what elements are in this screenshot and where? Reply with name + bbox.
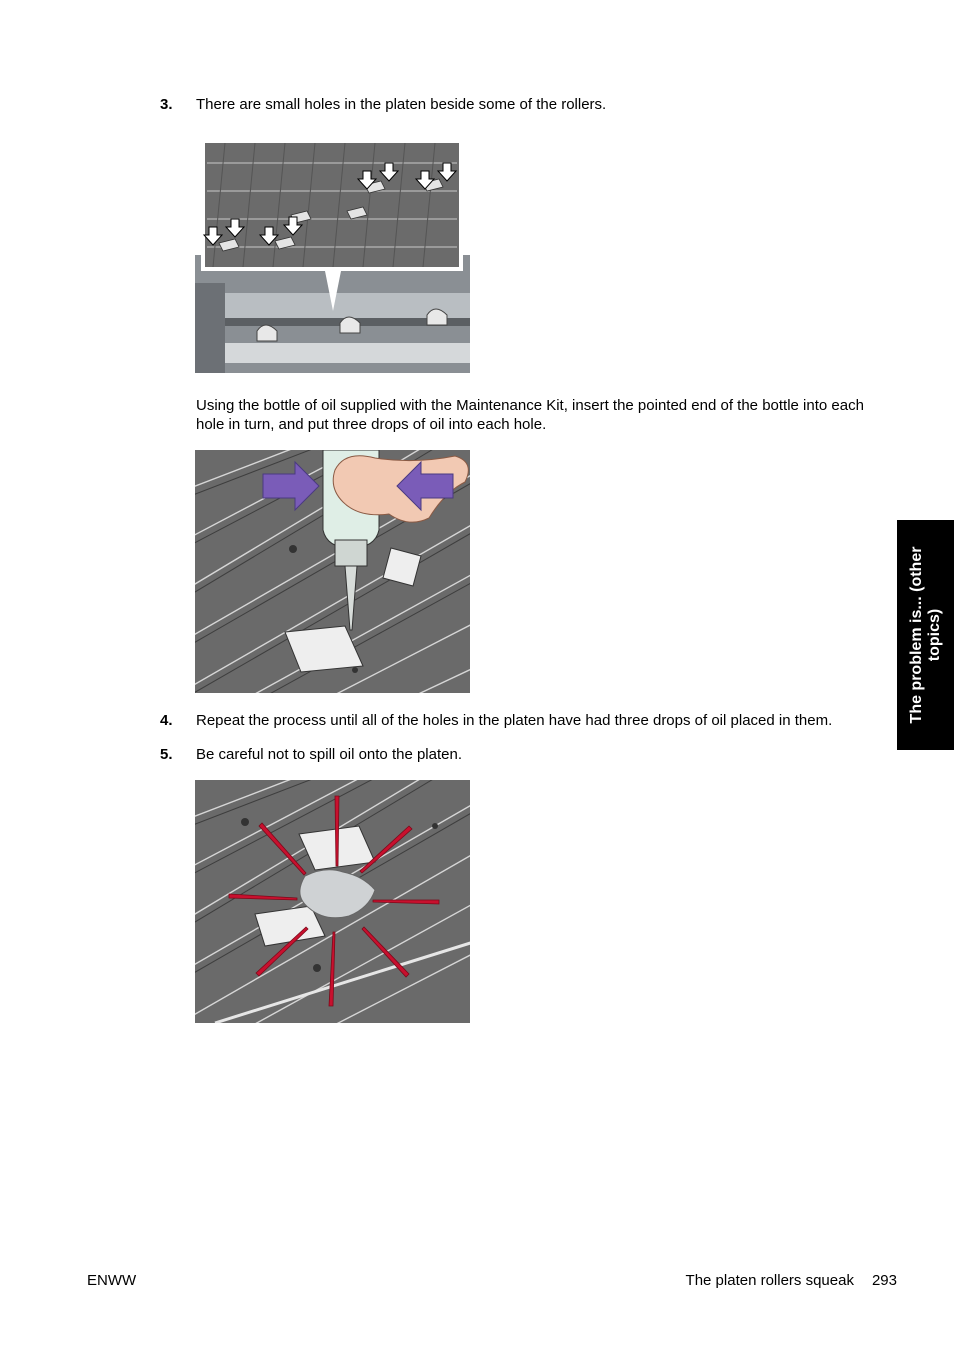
step-number: 5. — [160, 746, 173, 763]
chapter-side-tab — [897, 520, 954, 750]
step-text: Be careful not to spill oil onto the platen. — [196, 746, 463, 763]
step-text: Repeat the process until all of the holes in the platen have had three drops of oil placed in them. — [196, 712, 833, 729]
page-number: 293 — [871, 1272, 897, 1289]
oil-spill-warning-illustration — [195, 780, 470, 1023]
footer-section-title: The platen rollers squeak — [685, 1272, 854, 1289]
side-tab-label: The problem is... (other topics) — [907, 546, 943, 724]
step-number: 3. — [160, 96, 173, 113]
oil-instruction: Using the bottle of oil supplied with the Maintenance Kit, insert the pointed end of the bottle into each hole in turn, and put three drops of oil into each hole. — [196, 397, 864, 433]
platen-holes-illustration — [195, 143, 470, 373]
oil-bottle-illustration — [195, 450, 470, 693]
footer-right — [686, 1272, 897, 1289]
step-text: There are small holes in the platen beside some of the rollers. — [196, 96, 607, 113]
footer-left: ENWW — [87, 1272, 137, 1289]
step-number: 4. — [160, 712, 173, 729]
